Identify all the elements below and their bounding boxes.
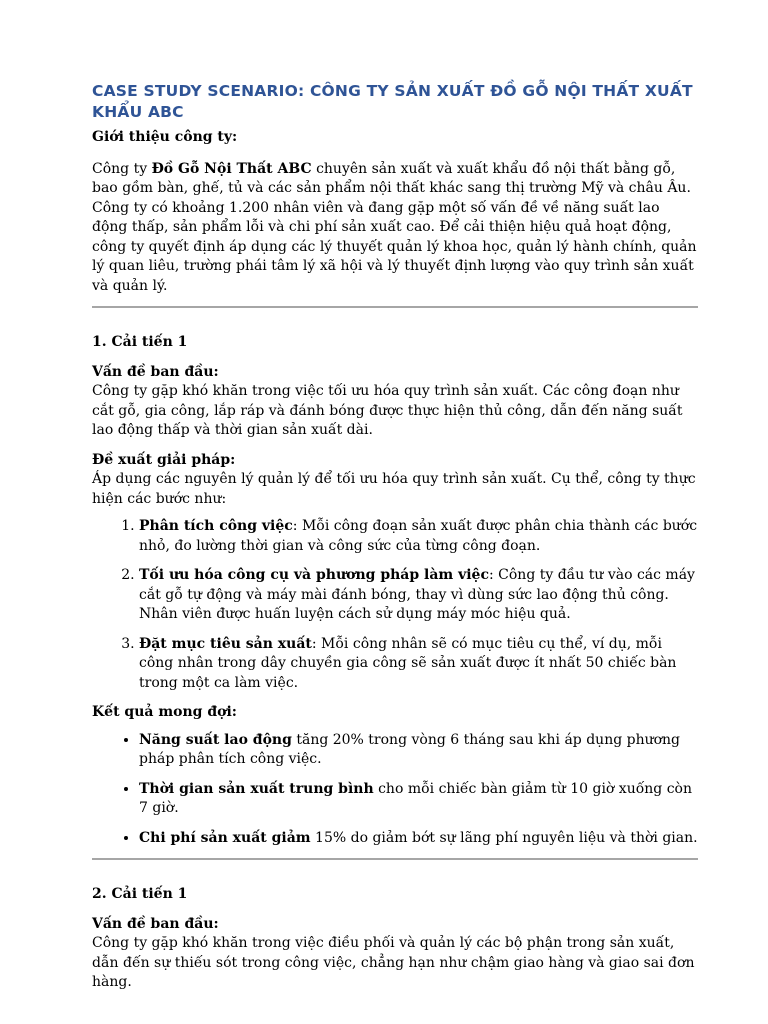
result-title: Thời gian sản xuất trung bình xyxy=(139,780,374,797)
section1-problem-heading: Vấn đề ban đầu: xyxy=(92,363,219,380)
section1-results-heading: Kết quả mong đợi: xyxy=(92,704,237,720)
section2-heading: 2. Cải tiến 1 xyxy=(92,886,188,902)
step-text: : Công ty đầu tư vào các máy cắt gỗ tự động và máy mài đánh bóng, thay vì dùng sức lao động thủ công. Nhân viên được huấn luyện cách sử dụng máy móc hiệu quả. xyxy=(139,567,695,622)
intro-text-pre: Công ty xyxy=(92,160,152,177)
step-title: Phân tích công việc xyxy=(139,518,293,534)
result-text: 15% do giảm bớt sự lãng phí nguyên liệu và thời gian. xyxy=(310,829,698,846)
intro-heading: Giới thiệu công ty: xyxy=(92,129,238,145)
result-title: Chi phí sản xuất giảm xyxy=(139,829,311,846)
solution-step xyxy=(139,517,698,556)
step-title: Tối ưu hóa công cụ và phương pháp làm việc xyxy=(139,567,489,583)
result-title: Năng suất lao động xyxy=(139,731,292,748)
step-text: : Mỗi công đoạn sản xuất được phân chia thành các bước nhỏ, đo lường thời gian và công sức của từng công đoạn. xyxy=(139,518,698,554)
section1-solution-heading: Đề xuất giải pháp: xyxy=(92,451,236,468)
intro-text-post: chuyên sản xuất và xuất khẩu đồ nội thất bằng gỗ, bao gồm bàn, ghế, tủ và các sản phẩm nội thất khác sang thị trường Mỹ và châu Âu. Công ty có khoảng 1.200 nhân viên và đang gặp một số vấn đề về năng suất lao động thấp, sản phẩm lỗi và chi phí sản xuất cao. Để cải thiện hiệu quả hoạt động, công ty quyết định áp dụng các lý thuyết quản lý khoa học, quản lý hành chính, quản lý quan liêu, trường phái tâm lý xã hội và lý thuyết định lượng vào quy trình sản xuất và quản lý. xyxy=(92,160,697,294)
solution-step xyxy=(139,635,698,694)
solution-steps-list xyxy=(92,517,698,693)
result-item xyxy=(139,780,698,819)
result-item xyxy=(139,829,698,849)
results-list xyxy=(92,731,698,849)
section1-problem-text: Công ty gặp khó khăn trong việc tối ưu hóa quy trình sản xuất. Các công đoạn như cắt gỗ, gia công, lắp ráp và đánh bóng được thực hiện thủ công, dẫn đến năng suất lao động thấp và thời gian sản xuất dài. xyxy=(92,383,683,438)
company-name: Đồ Gỗ Nội Thất ABC xyxy=(151,160,312,177)
result-item xyxy=(139,731,698,770)
result-text: tăng 20% trong vòng 6 tháng sau khi áp dụng phương pháp phân tích công việc. xyxy=(139,731,681,767)
step-text: : Mỗi công nhân sẽ có mục tiêu cụ thể, ví dụ, mỗi công nhân trong dây chuyền gia công sẽ sản xuất được ít nhất 50 chiếc bàn trong một ca làm việc. xyxy=(139,635,677,691)
intro-paragraph xyxy=(92,160,698,297)
section-divider xyxy=(92,858,698,860)
section2-problem-text: Công ty gặp khó khăn trong việc điều phối và quản lý các bộ phận trong sản xuất, dẫn đến sự thiếu sót trong công việc, chẳng hạn như chậm giao hàng và giao sai đơn hàng. xyxy=(92,935,695,990)
step-title: Đặt mục tiêu sản xuất xyxy=(139,635,312,652)
section1-heading: 1. Cải tiến 1 xyxy=(92,334,188,350)
solution-step xyxy=(139,566,698,625)
result-text: cho mỗi chiếc bàn giảm từ 10 giờ xuống còn 7 giờ. xyxy=(139,780,692,816)
section1-solution-text: Áp dụng các nguyên lý quản lý để tối ưu hóa quy trình sản xuất. Cụ thể, công ty thực hiện các bước như: xyxy=(92,471,696,507)
document-title: CASE STUDY SCENARIO: CÔNG TY SẢN XUẤT ĐỒ GỖ NỘI THẤT XUẤT KHẨU ABC xyxy=(92,82,693,121)
section-divider xyxy=(92,306,698,308)
section2-problem-heading: Vấn đề ban đầu: xyxy=(92,915,219,932)
